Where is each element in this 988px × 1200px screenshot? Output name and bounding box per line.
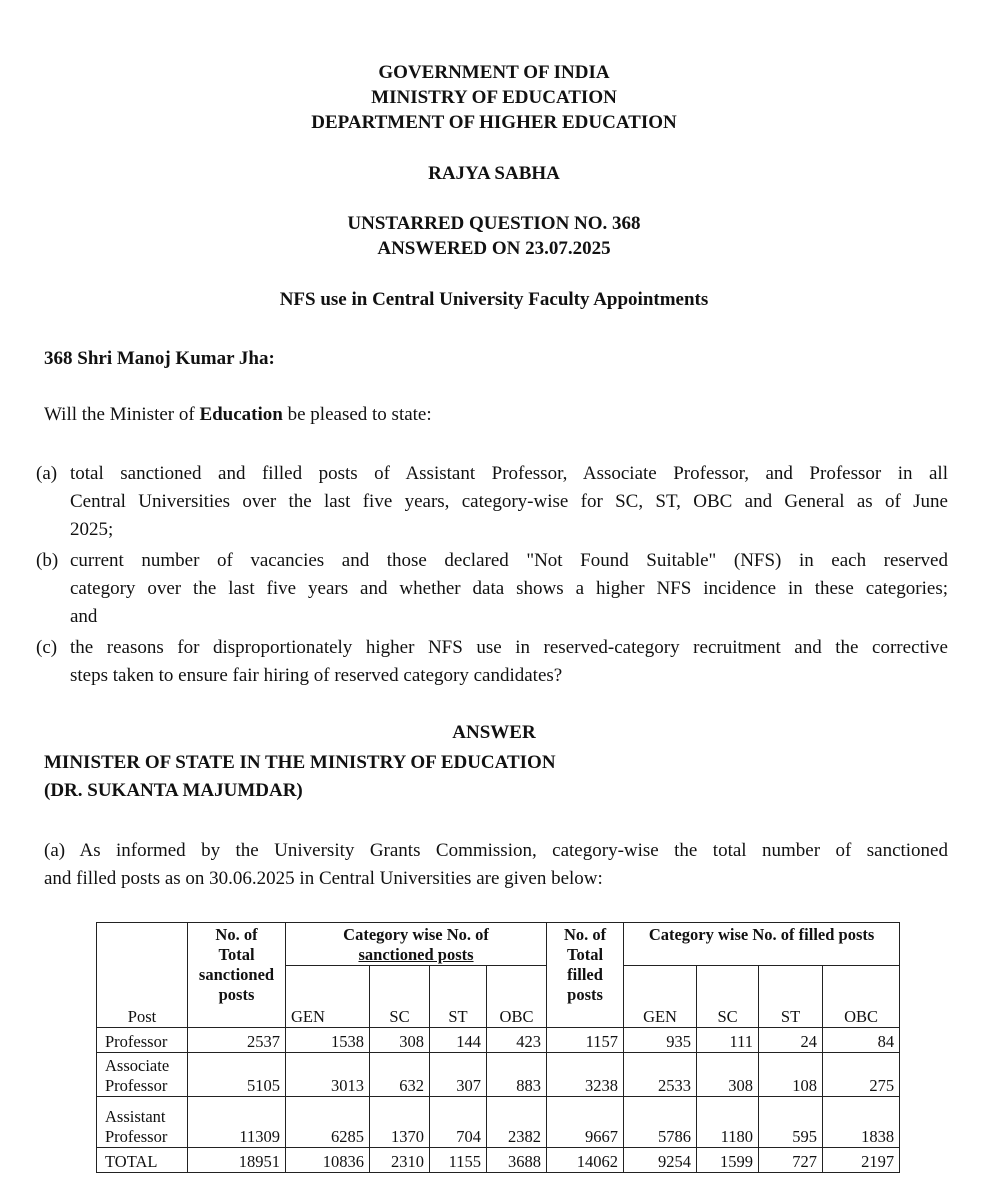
row-post: Professor [97,1028,188,1053]
cell-filled: 9667 [547,1097,624,1148]
cell-f-sc: 1180 [697,1097,759,1148]
col-cat-sanctioned-l2: sanctioned posts [358,945,474,964]
col-cat-sanctioned-header [286,923,547,966]
sanctioned-obc-header: OBC [487,966,547,1028]
question-number: UNSTARRED QUESTION NO. 368 [347,213,641,234]
part-c-label: (c) [36,637,58,658]
header-government: GOVERNMENT OF INDIA [378,62,610,83]
part-c-line-2: steps taken to ensure fair hiring of reserved category candidates? [70,665,563,686]
header-ministry: MINISTRY OF EDUCATION [371,87,617,108]
col-total-filled-l4: posts [567,985,603,1004]
col-total-filled-l2: Total [566,945,604,964]
cell-s-st: 704 [430,1097,487,1148]
part-b-line-2: category over the last five years and whether data shows a higher NFS incidence in these categories; [70,578,948,599]
answered-date: ANSWERED ON 23.07.2025 [377,238,611,259]
cell-f-obc: 275 [823,1053,900,1097]
cell-s-obc: 2382 [487,1097,547,1148]
part-b-label: (b) [36,550,59,571]
cell-sanctioned: 2537 [188,1028,286,1053]
cell-s-st: 144 [430,1028,487,1053]
cell-f-obc: 84 [823,1028,900,1053]
part-b-line-3: and [70,606,98,627]
part-a-line-1: total sanctioned and filled posts of Assistant Professor, Associate Professor, and Professor in all [70,463,948,484]
col-total-sanctioned-l2: Total [218,945,255,964]
answer-minister: MINISTER OF STATE IN THE MINISTRY OF EDUCATION [44,752,556,773]
posts-table [96,922,900,1173]
cell-f-st: 595 [759,1097,823,1148]
question-intro [44,402,432,427]
col-total-sanctioned-l3: sanctioned [198,965,275,984]
row-post-l2: Professor [105,1076,168,1095]
cell-s-gen: 1538 [286,1028,370,1053]
col-post-label: Post [127,1007,157,1026]
cell-s-st: 307 [430,1053,487,1097]
cell-sanctioned: 11309 [188,1097,286,1148]
cell-f-sc: 111 [697,1028,759,1053]
table-header-row-1 [97,923,900,966]
cell-f-gen: 9254 [624,1148,697,1173]
cell-s-sc: 632 [370,1053,430,1097]
cell-s-obc: 3688 [487,1148,547,1173]
filled-obc-header: OBC [823,966,900,1028]
question-subject: NFS use in Central University Faculty Appointments [279,289,709,310]
filled-sc-header: SC [697,966,759,1028]
col-post-header [97,923,188,1028]
question-asker: 368 Shri Manoj Kumar Jha: [44,348,275,369]
intro-pre: Will the Minister of [44,404,200,425]
col-cat-filled-label: Category wise No. of filled posts [648,925,875,944]
answer-para-a-line-2: and filled posts as on 30.06.2025 in Central Universities are given below: [44,868,603,889]
cell-s-st: 1155 [430,1148,487,1173]
col-total-sanctioned-header [188,923,286,1028]
part-a-line-3: 2025; [70,519,114,540]
cell-s-obc: 883 [487,1053,547,1097]
row-post-l2: Professor [105,1127,168,1146]
filled-gen-header: GEN [624,966,697,1028]
col-total-sanctioned-l1: No. of [215,925,258,944]
intro-post: be pleased to state: [282,404,432,425]
answer-minister-name: (DR. SUKANTA MAJUMDAR) [44,780,303,801]
row-post: TOTAL [97,1148,188,1173]
table-row [97,1097,900,1148]
cell-f-st: 24 [759,1028,823,1053]
col-cat-sanctioned-l1: Category wise No. of [343,925,489,944]
intro-ministry: Education [199,404,283,425]
cell-s-sc: 308 [370,1028,430,1053]
cell-s-sc: 2310 [370,1148,430,1173]
row-post-l1: Associate [105,1056,170,1075]
table-row-total [97,1148,900,1173]
cell-s-gen: 3013 [286,1053,370,1097]
header-department: DEPARTMENT OF HIGHER EDUCATION [311,112,677,133]
cell-filled: 3238 [547,1053,624,1097]
part-c-line-1: the reasons for disproportionately higher NFS use in reserved-category recruitment and the corrective [70,637,948,658]
row-post-l1: Assistant [105,1107,166,1126]
cell-sanctioned: 5105 [188,1053,286,1097]
cell-s-obc: 423 [487,1028,547,1053]
cell-sanctioned: 18951 [188,1148,286,1173]
part-a-label: (a) [36,463,58,484]
cell-f-gen: 5786 [624,1097,697,1148]
col-total-filled-l1: No. of [563,925,607,944]
sanctioned-gen-header: GEN [286,966,370,1028]
cell-f-st: 727 [759,1148,823,1173]
cell-f-st: 108 [759,1053,823,1097]
row-post [97,1053,188,1097]
cell-f-sc: 1599 [697,1148,759,1173]
col-total-sanctioned-l4: posts [218,985,255,1004]
header-house: RAJYA SABHA [428,163,560,184]
cell-s-gen: 10836 [286,1148,370,1173]
cell-f-obc: 1838 [823,1097,900,1148]
cell-filled: 14062 [547,1148,624,1173]
filled-st-header: ST [759,966,823,1028]
answer-para-a-line-1: (a) As informed by the University Grants Commission, category-wise the total number of sanctioned [44,840,948,861]
row-post [97,1097,188,1148]
part-b-line-1: current number of vacancies and those declared "Not Found Suitable" (NFS) in each reserved [70,550,948,571]
part-a-line-2: Central Universities over the last five years, category-wise for SC, ST, OBC and General as of June [70,491,948,512]
sanctioned-st-header: ST [430,966,487,1028]
cell-s-gen: 6285 [286,1097,370,1148]
col-cat-filled-header [624,923,900,966]
col-total-filled-header [547,923,624,1028]
cell-f-gen: 2533 [624,1053,697,1097]
table-row [97,1053,900,1097]
cell-s-sc: 1370 [370,1097,430,1148]
cell-filled: 1157 [547,1028,624,1053]
sanctioned-sc-header: SC [370,966,430,1028]
cell-f-gen: 935 [624,1028,697,1053]
cell-f-sc: 308 [697,1053,759,1097]
col-total-filled-l3: filled [567,965,603,984]
cell-f-obc: 2197 [823,1148,900,1173]
table-row [97,1028,900,1053]
answer-heading: ANSWER [452,722,536,743]
